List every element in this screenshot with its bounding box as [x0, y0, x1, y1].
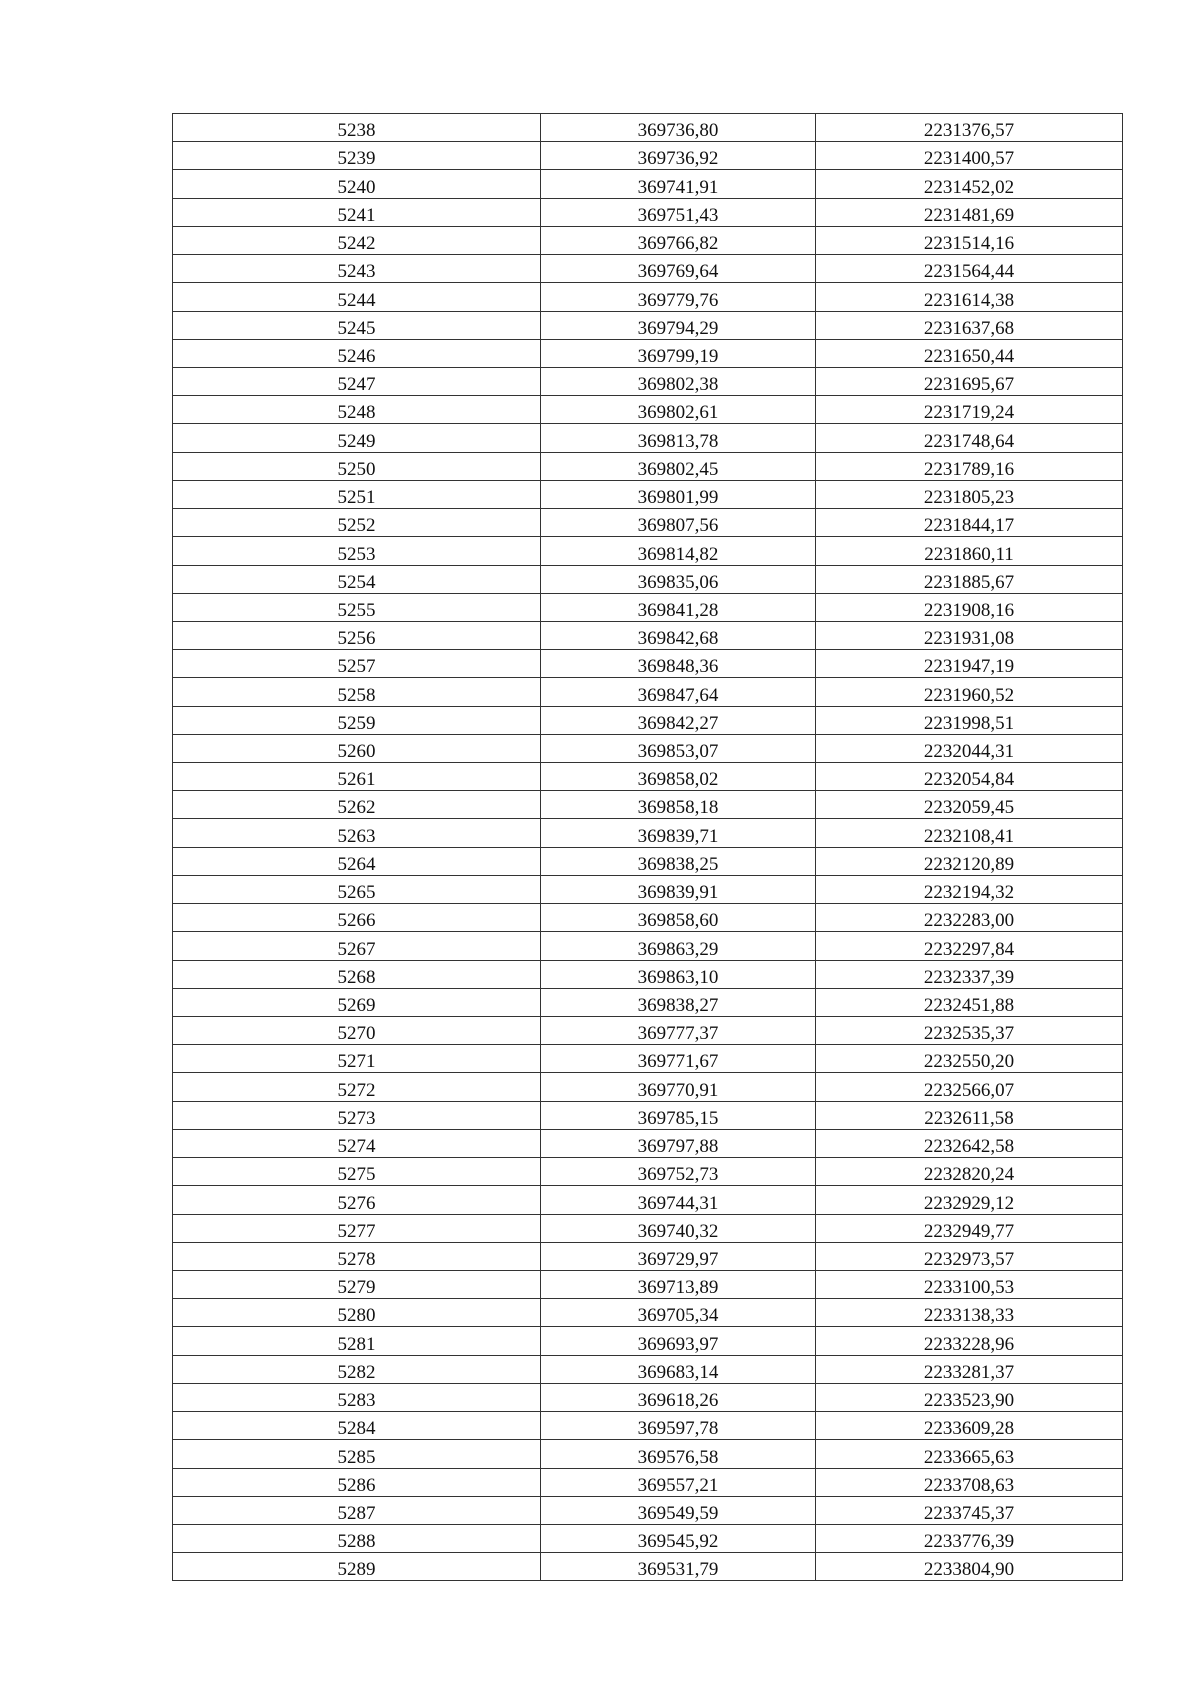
y-coordinate-cell: 2233281,37 — [816, 1355, 1123, 1383]
x-coordinate-cell: 369838,27 — [541, 988, 816, 1016]
point-number-cell: 5239 — [173, 142, 541, 170]
x-coordinate-cell: 369545,92 — [541, 1524, 816, 1552]
point-number-cell: 5274 — [173, 1129, 541, 1157]
y-coordinate-cell: 2233745,37 — [816, 1496, 1123, 1524]
table-row — [173, 1412, 1123, 1440]
point-number-cell: 5248 — [173, 396, 541, 424]
point-number-cell: 5262 — [173, 791, 541, 819]
y-coordinate-cell: 2231637,68 — [816, 311, 1123, 339]
point-number-cell: 5242 — [173, 226, 541, 254]
x-coordinate-cell: 369779,76 — [541, 283, 816, 311]
coordinates-table-body — [173, 114, 1123, 1581]
table-row — [173, 480, 1123, 508]
table-row — [173, 650, 1123, 678]
table-row — [173, 1101, 1123, 1129]
table-row — [173, 847, 1123, 875]
y-coordinate-cell: 2231931,08 — [816, 621, 1123, 649]
x-coordinate-cell: 369858,02 — [541, 763, 816, 791]
y-coordinate-cell: 2232820,24 — [816, 1158, 1123, 1186]
y-coordinate-cell: 2232044,31 — [816, 734, 1123, 762]
x-coordinate-cell: 369847,64 — [541, 678, 816, 706]
point-number-cell: 5284 — [173, 1412, 541, 1440]
table-row — [173, 1468, 1123, 1496]
table-row — [173, 452, 1123, 480]
y-coordinate-cell: 2232550,20 — [816, 1045, 1123, 1073]
point-number-cell: 5238 — [173, 114, 541, 142]
x-coordinate-cell: 369853,07 — [541, 734, 816, 762]
table-row — [173, 1270, 1123, 1298]
table-row — [173, 904, 1123, 932]
x-coordinate-cell: 369858,60 — [541, 904, 816, 932]
point-number-cell: 5285 — [173, 1440, 541, 1468]
x-coordinate-cell: 369813,78 — [541, 424, 816, 452]
x-coordinate-cell: 369794,29 — [541, 311, 816, 339]
x-coordinate-cell: 369769,64 — [541, 255, 816, 283]
table-row — [173, 396, 1123, 424]
point-number-cell: 5253 — [173, 537, 541, 565]
point-number-cell: 5255 — [173, 593, 541, 621]
x-coordinate-cell: 369557,21 — [541, 1468, 816, 1496]
point-number-cell: 5240 — [173, 170, 541, 198]
table-row — [173, 1242, 1123, 1270]
y-coordinate-cell: 2231400,57 — [816, 142, 1123, 170]
y-coordinate-cell: 2233138,33 — [816, 1299, 1123, 1327]
x-coordinate-cell: 369785,15 — [541, 1101, 816, 1129]
point-number-cell: 5280 — [173, 1299, 541, 1327]
point-number-cell: 5273 — [173, 1101, 541, 1129]
x-coordinate-cell: 369801,99 — [541, 480, 816, 508]
point-number-cell: 5269 — [173, 988, 541, 1016]
table-row — [173, 734, 1123, 762]
table-row — [173, 593, 1123, 621]
y-coordinate-cell: 2232059,45 — [816, 791, 1123, 819]
point-number-cell: 5259 — [173, 706, 541, 734]
x-coordinate-cell: 369799,19 — [541, 339, 816, 367]
x-coordinate-cell: 369705,34 — [541, 1299, 816, 1327]
table-row — [173, 283, 1123, 311]
table-row — [173, 339, 1123, 367]
table-row — [173, 1496, 1123, 1524]
point-number-cell: 5250 — [173, 452, 541, 480]
y-coordinate-cell: 2232566,07 — [816, 1073, 1123, 1101]
table-row — [173, 1158, 1123, 1186]
table-row — [173, 763, 1123, 791]
point-number-cell: 5276 — [173, 1186, 541, 1214]
table-row — [173, 114, 1123, 142]
y-coordinate-cell: 2232120,89 — [816, 847, 1123, 875]
y-coordinate-cell: 2231844,17 — [816, 509, 1123, 537]
y-coordinate-cell: 2232949,77 — [816, 1214, 1123, 1242]
x-coordinate-cell: 369835,06 — [541, 565, 816, 593]
table-row — [173, 1214, 1123, 1242]
point-number-cell: 5258 — [173, 678, 541, 706]
x-coordinate-cell: 369751,43 — [541, 198, 816, 226]
x-coordinate-cell: 369576,58 — [541, 1440, 816, 1468]
point-number-cell: 5265 — [173, 875, 541, 903]
y-coordinate-cell: 2231719,24 — [816, 396, 1123, 424]
x-coordinate-cell: 369802,38 — [541, 367, 816, 395]
point-number-cell: 5271 — [173, 1045, 541, 1073]
table-row — [173, 1073, 1123, 1101]
y-coordinate-cell: 2232929,12 — [816, 1186, 1123, 1214]
x-coordinate-cell: 369807,56 — [541, 509, 816, 537]
point-number-cell: 5247 — [173, 367, 541, 395]
point-number-cell: 5251 — [173, 480, 541, 508]
x-coordinate-cell: 369842,27 — [541, 706, 816, 734]
x-coordinate-cell: 369841,28 — [541, 593, 816, 621]
x-coordinate-cell: 369839,91 — [541, 875, 816, 903]
y-coordinate-cell: 2231998,51 — [816, 706, 1123, 734]
table-row — [173, 1327, 1123, 1355]
table-row — [173, 1440, 1123, 1468]
table-row — [173, 1553, 1123, 1581]
table-row — [173, 960, 1123, 988]
x-coordinate-cell: 369549,59 — [541, 1496, 816, 1524]
y-coordinate-cell: 2233228,96 — [816, 1327, 1123, 1355]
table-row — [173, 311, 1123, 339]
y-coordinate-cell: 2232451,88 — [816, 988, 1123, 1016]
x-coordinate-cell: 369858,18 — [541, 791, 816, 819]
x-coordinate-cell: 369729,97 — [541, 1242, 816, 1270]
point-number-cell: 5257 — [173, 650, 541, 678]
point-number-cell: 5279 — [173, 1270, 541, 1298]
point-number-cell: 5275 — [173, 1158, 541, 1186]
y-coordinate-cell: 2231452,02 — [816, 170, 1123, 198]
y-coordinate-cell: 2231695,67 — [816, 367, 1123, 395]
y-coordinate-cell: 2233609,28 — [816, 1412, 1123, 1440]
y-coordinate-cell: 2232611,58 — [816, 1101, 1123, 1129]
table-row — [173, 1186, 1123, 1214]
y-coordinate-cell: 2233523,90 — [816, 1383, 1123, 1411]
point-number-cell: 5243 — [173, 255, 541, 283]
y-coordinate-cell: 2231564,44 — [816, 255, 1123, 283]
x-coordinate-cell: 369531,79 — [541, 1553, 816, 1581]
table-row — [173, 819, 1123, 847]
table-row — [173, 678, 1123, 706]
x-coordinate-cell: 369713,89 — [541, 1270, 816, 1298]
y-coordinate-cell: 2231650,44 — [816, 339, 1123, 367]
point-number-cell: 5270 — [173, 1017, 541, 1045]
table-row — [173, 875, 1123, 903]
x-coordinate-cell: 369848,36 — [541, 650, 816, 678]
y-coordinate-cell: 2232297,84 — [816, 932, 1123, 960]
x-coordinate-cell: 369736,92 — [541, 142, 816, 170]
table-row — [173, 142, 1123, 170]
x-coordinate-cell: 369770,91 — [541, 1073, 816, 1101]
point-number-cell: 5286 — [173, 1468, 541, 1496]
table-row — [173, 198, 1123, 226]
coordinates-table — [172, 113, 1123, 1581]
x-coordinate-cell: 369766,82 — [541, 226, 816, 254]
x-coordinate-cell: 369814,82 — [541, 537, 816, 565]
table-row — [173, 226, 1123, 254]
x-coordinate-cell: 369736,80 — [541, 114, 816, 142]
point-number-cell: 5254 — [173, 565, 541, 593]
table-row — [173, 791, 1123, 819]
point-number-cell: 5252 — [173, 509, 541, 537]
y-coordinate-cell: 2231514,16 — [816, 226, 1123, 254]
y-coordinate-cell: 2231376,57 — [816, 114, 1123, 142]
table-row — [173, 537, 1123, 565]
x-coordinate-cell: 369797,88 — [541, 1129, 816, 1157]
x-coordinate-cell: 369597,78 — [541, 1412, 816, 1440]
y-coordinate-cell: 2232054,84 — [816, 763, 1123, 791]
point-number-cell: 5245 — [173, 311, 541, 339]
point-number-cell: 5278 — [173, 1242, 541, 1270]
y-coordinate-cell: 2231960,52 — [816, 678, 1123, 706]
table-row — [173, 367, 1123, 395]
x-coordinate-cell: 369744,31 — [541, 1186, 816, 1214]
x-coordinate-cell: 369802,45 — [541, 452, 816, 480]
point-number-cell: 5244 — [173, 283, 541, 311]
y-coordinate-cell: 2232973,57 — [816, 1242, 1123, 1270]
y-coordinate-cell: 2232337,39 — [816, 960, 1123, 988]
table-row — [173, 1045, 1123, 1073]
y-coordinate-cell: 2231805,23 — [816, 480, 1123, 508]
y-coordinate-cell: 2232283,00 — [816, 904, 1123, 932]
x-coordinate-cell: 369683,14 — [541, 1355, 816, 1383]
x-coordinate-cell: 369838,25 — [541, 847, 816, 875]
y-coordinate-cell: 2231947,19 — [816, 650, 1123, 678]
table-row — [173, 424, 1123, 452]
table-row — [173, 509, 1123, 537]
table-row — [173, 565, 1123, 593]
table-row — [173, 988, 1123, 1016]
x-coordinate-cell: 369802,61 — [541, 396, 816, 424]
point-number-cell: 5277 — [173, 1214, 541, 1242]
y-coordinate-cell: 2232535,37 — [816, 1017, 1123, 1045]
point-number-cell: 5272 — [173, 1073, 541, 1101]
point-number-cell: 5289 — [173, 1553, 541, 1581]
y-coordinate-cell: 2231789,16 — [816, 452, 1123, 480]
point-number-cell: 5288 — [173, 1524, 541, 1552]
y-coordinate-cell: 2233776,39 — [816, 1524, 1123, 1552]
point-number-cell: 5260 — [173, 734, 541, 762]
x-coordinate-cell: 369618,26 — [541, 1383, 816, 1411]
point-number-cell: 5282 — [173, 1355, 541, 1383]
table-row — [173, 1383, 1123, 1411]
table-row — [173, 1299, 1123, 1327]
point-number-cell: 5283 — [173, 1383, 541, 1411]
y-coordinate-cell: 2231908,16 — [816, 593, 1123, 621]
point-number-cell: 5287 — [173, 1496, 541, 1524]
y-coordinate-cell: 2231614,38 — [816, 283, 1123, 311]
y-coordinate-cell: 2233100,53 — [816, 1270, 1123, 1298]
table-row — [173, 621, 1123, 649]
y-coordinate-cell: 2232642,58 — [816, 1129, 1123, 1157]
x-coordinate-cell: 369777,37 — [541, 1017, 816, 1045]
table-row — [173, 1129, 1123, 1157]
x-coordinate-cell: 369693,97 — [541, 1327, 816, 1355]
point-number-cell: 5267 — [173, 932, 541, 960]
x-coordinate-cell: 369863,29 — [541, 932, 816, 960]
point-number-cell: 5246 — [173, 339, 541, 367]
point-number-cell: 5266 — [173, 904, 541, 932]
x-coordinate-cell: 369741,91 — [541, 170, 816, 198]
y-coordinate-cell: 2233708,63 — [816, 1468, 1123, 1496]
x-coordinate-cell: 369740,32 — [541, 1214, 816, 1242]
x-coordinate-cell: 369752,73 — [541, 1158, 816, 1186]
x-coordinate-cell: 369863,10 — [541, 960, 816, 988]
y-coordinate-cell: 2232194,32 — [816, 875, 1123, 903]
table-row — [173, 932, 1123, 960]
y-coordinate-cell: 2231860,11 — [816, 537, 1123, 565]
table-row — [173, 706, 1123, 734]
x-coordinate-cell: 369771,67 — [541, 1045, 816, 1073]
point-number-cell: 5261 — [173, 763, 541, 791]
y-coordinate-cell: 2231748,64 — [816, 424, 1123, 452]
table-row — [173, 170, 1123, 198]
x-coordinate-cell: 369839,71 — [541, 819, 816, 847]
y-coordinate-cell: 2233665,63 — [816, 1440, 1123, 1468]
table-row — [173, 1524, 1123, 1552]
x-coordinate-cell: 369842,68 — [541, 621, 816, 649]
y-coordinate-cell: 2233804,90 — [816, 1553, 1123, 1581]
table-row — [173, 255, 1123, 283]
table-row — [173, 1355, 1123, 1383]
y-coordinate-cell: 2232108,41 — [816, 819, 1123, 847]
point-number-cell: 5249 — [173, 424, 541, 452]
point-number-cell: 5241 — [173, 198, 541, 226]
point-number-cell: 5256 — [173, 621, 541, 649]
point-number-cell: 5263 — [173, 819, 541, 847]
point-number-cell: 5268 — [173, 960, 541, 988]
table-row — [173, 1017, 1123, 1045]
point-number-cell: 5264 — [173, 847, 541, 875]
y-coordinate-cell: 2231481,69 — [816, 198, 1123, 226]
y-coordinate-cell: 2231885,67 — [816, 565, 1123, 593]
point-number-cell: 5281 — [173, 1327, 541, 1355]
